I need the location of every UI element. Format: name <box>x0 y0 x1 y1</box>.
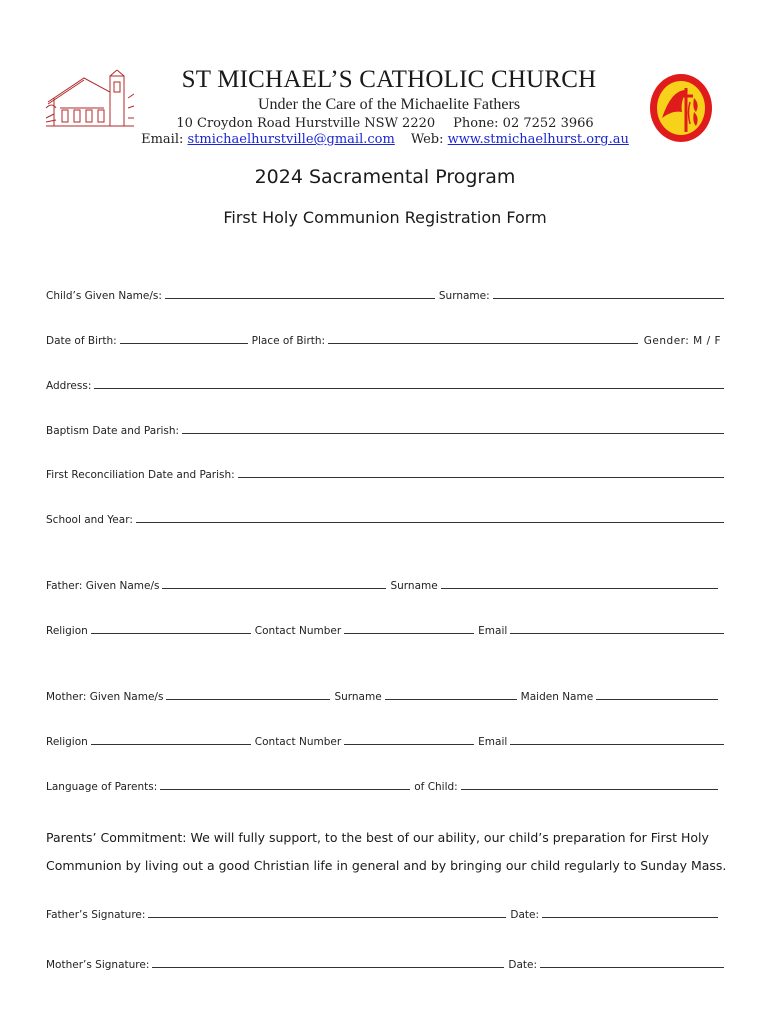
father-religion-field[interactable] <box>91 633 251 634</box>
language-parents-field[interactable] <box>160 789 410 790</box>
birth-row <box>46 331 724 347</box>
address-label: Address: <box>46 380 92 392</box>
reconciliation-field[interactable] <box>238 477 724 478</box>
dob-label: Date of Birth: <box>46 335 117 347</box>
child-given-label: Child’s Given Name/s: <box>46 290 162 302</box>
church-address: 10 Croydon Road Hurstville NSW 2220 <box>176 116 436 131</box>
father-signature-label: Father’s Signature: <box>46 909 146 921</box>
church-name: ST MICHAEL’S CATHOLIC CHURCH <box>181 66 597 93</box>
mother-signature-field[interactable] <box>152 967 504 968</box>
baptism-field[interactable] <box>182 433 724 434</box>
school-row <box>46 510 724 526</box>
father-contact-label: Contact Number <box>254 625 342 637</box>
mother-religion-field[interactable] <box>91 744 251 745</box>
mother-surname-label: Surname <box>334 691 382 703</box>
father-name-row <box>46 576 718 592</box>
dob-field[interactable] <box>120 343 248 344</box>
parents-commitment-text: Parents’ Commitment: We will fully support, to the best of our ability, our child’s preparation for First Holy Communion by living out a good Christian life in general and by bringing our child regularly to Sunday Mass. <box>46 830 727 873</box>
father-signature-row <box>46 905 718 921</box>
reconciliation-label: First Reconciliation Date and Parish: <box>46 469 235 481</box>
mother-date-label: Date: <box>508 959 538 971</box>
father-given-field[interactable] <box>162 588 386 589</box>
language-row <box>46 777 718 793</box>
letterhead-address-line <box>0 116 770 131</box>
mother-date-field[interactable] <box>540 967 724 968</box>
language-child-label: of Child: <box>414 781 458 793</box>
maiden-name-label: Maiden Name <box>520 691 594 703</box>
address-row <box>46 376 724 392</box>
mother-signature-label: Mother’s Signature: <box>46 959 150 971</box>
mother-details-row <box>46 732 724 748</box>
baptism-label: Baptism Date and Parish: <box>46 425 180 437</box>
language-parents-label: Language of Parents: <box>46 781 158 793</box>
website-link[interactable]: www.stmichaelhurst.org.au <box>447 132 629 147</box>
mother-religion-label: Religion <box>46 736 88 748</box>
gender-option[interactable]: Gender: M / F <box>643 335 721 347</box>
mother-given-field[interactable] <box>166 699 330 700</box>
mother-name-row <box>46 687 718 703</box>
father-email-field[interactable] <box>510 633 724 634</box>
father-religion-label: Religion <box>46 625 88 637</box>
mother-surname-field[interactable] <box>385 699 517 700</box>
father-date-field[interactable] <box>542 917 718 918</box>
father-surname-field[interactable] <box>441 588 718 589</box>
language-child-field[interactable] <box>461 789 718 790</box>
email-label: Email: <box>141 132 184 147</box>
email-link[interactable]: stmichaelhurstville@gmail.com <box>187 132 395 147</box>
father-email-label: Email <box>478 625 508 637</box>
church-phone: Phone: 02 7252 3966 <box>453 116 594 131</box>
mother-email-field[interactable] <box>510 744 724 745</box>
child-given-field[interactable] <box>165 298 435 299</box>
mother-contact-label: Contact Number <box>254 736 342 748</box>
child-surname-label: Surname: <box>438 290 490 302</box>
address-field[interactable] <box>94 388 724 389</box>
father-contact-field[interactable] <box>344 633 474 634</box>
mother-contact-field[interactable] <box>344 744 474 745</box>
maiden-name-field[interactable] <box>596 699 718 700</box>
father-signature-field[interactable] <box>148 917 506 918</box>
father-details-row <box>46 621 724 637</box>
baptism-row <box>46 421 724 437</box>
mother-signature-row <box>46 955 724 971</box>
school-label: School and Year: <box>46 514 133 526</box>
pob-field[interactable] <box>328 343 638 344</box>
school-field[interactable] <box>136 522 724 523</box>
mother-email-label: Email <box>478 736 508 748</box>
father-given-label: Father: Given Name/s <box>46 580 160 592</box>
letterhead-contact-line <box>0 132 770 147</box>
child-surname-field[interactable] <box>493 298 724 299</box>
web-label: Web: <box>410 132 444 147</box>
reconciliation-row <box>46 465 724 481</box>
pob-label: Place of Birth: <box>251 335 326 347</box>
mother-given-label: Mother: Given Name/s <box>46 691 164 703</box>
child-name-row <box>46 286 724 302</box>
page-title: 2024 Sacramental Program <box>254 166 516 188</box>
letterhead-subtitle: Under the Care of the Michaelite Fathers <box>257 96 521 113</box>
father-date-label: Date: <box>510 909 540 921</box>
form-subtitle: First Holy Communion Registration Form <box>223 208 547 227</box>
father-surname-label: Surname <box>390 580 438 592</box>
